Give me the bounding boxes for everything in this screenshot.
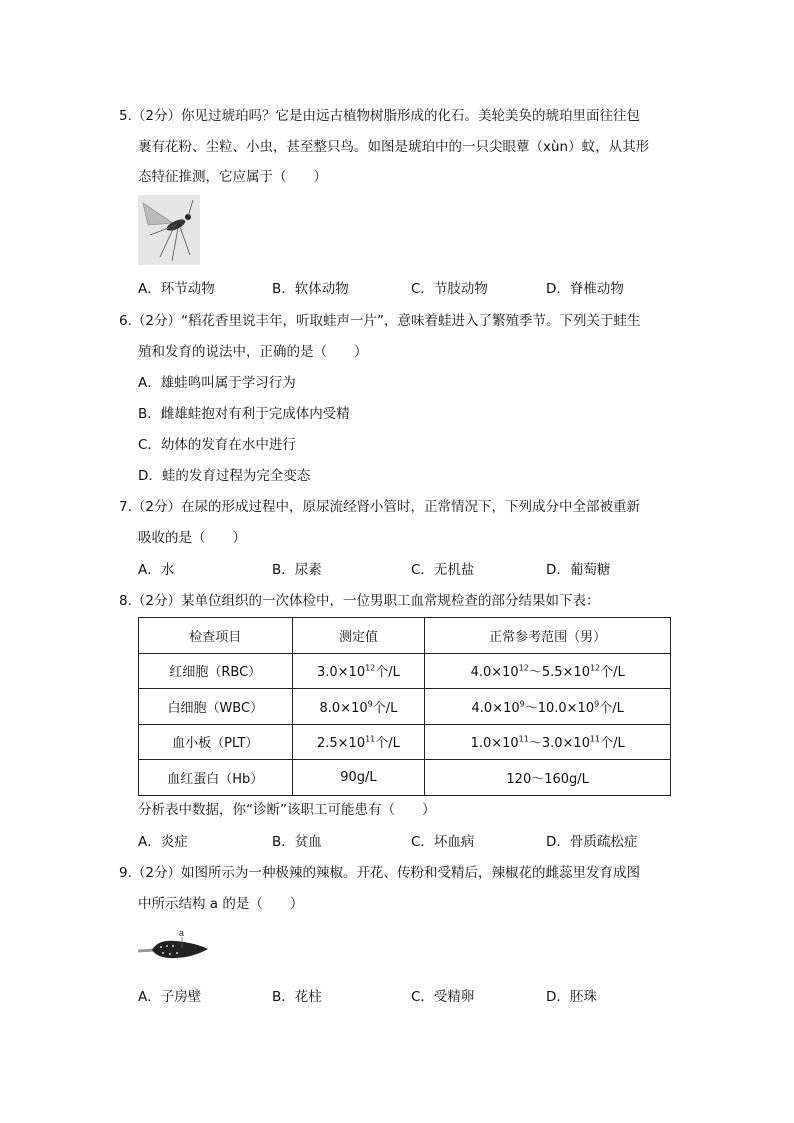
q5-option-b[interactable]: B．软体动物 (272, 281, 349, 297)
q8-option-a[interactable]: A．炎症 (138, 834, 188, 850)
item-cell: 红细胞（RBC） (139, 653, 293, 689)
q7-line-2: 吸收的是（ ） (138, 530, 246, 546)
q8-after-text: 分析表中数据，你“诊断”该职工可能患有（ ） (138, 802, 436, 818)
q8-option-b[interactable]: B．贫血 (272, 834, 322, 850)
q7-option-b[interactable]: B．尿素 (272, 562, 322, 578)
q9-line-1: 9.（2分）如图所示为一种极辣的辣椒。开花、传粉和受精后，辣椒花的雌蕊里发育成图 (119, 865, 640, 881)
q8-option-c[interactable]: C．坏血病 (411, 834, 475, 850)
range-cell: $4.0\times 10^{12}\sim 5.5\times 10^{12}$个/L (425, 653, 671, 689)
q5-line-3: 态特征推测，它应属于（ ） (138, 169, 327, 185)
q6-option-a[interactable]: A．雄蛙鸣叫属于学习行为 (138, 375, 296, 391)
header-value: 测定值 (292, 618, 425, 654)
q7-option-d[interactable]: D．葡萄糖 (546, 562, 611, 578)
item-cell: 血小板（PLT） (139, 724, 293, 760)
table-row (139, 653, 671, 689)
item-cell: 白细胞（WBC） (139, 689, 293, 725)
table-row (139, 724, 671, 760)
value-cell: 90g/L (292, 760, 425, 796)
label-a: a (179, 928, 185, 938)
q9-option-c[interactable]: C．受精卵 (411, 989, 475, 1005)
q5-line-1: 5.（2分）你见过琥珀吗？它是由远古植物树脂形成的化石。美轮美奂的琥珀里面往往包 (119, 108, 640, 124)
chili-pepper-image (136, 925, 210, 967)
q9-option-b[interactable]: B．花柱 (272, 989, 322, 1005)
q6-option-b[interactable]: B．雌雄蛙抱对有利于完成体内受精 (138, 406, 350, 422)
q9-option-d[interactable]: D．胚珠 (546, 989, 597, 1005)
q7-option-c[interactable]: C．无机盐 (411, 562, 475, 578)
q9-option-a[interactable]: A．子房壁 (138, 989, 202, 1005)
q7-line-1: 7.（2分）在尿的形成过程中，原尿流经肾小管时，正常情况下，下列成分中全部被重新 (119, 499, 640, 515)
value-cell: $2.5\times 10^{11}$个/L (292, 724, 425, 760)
value-cell: $8.0\times 10^9$个/L (292, 689, 425, 725)
q6-option-c[interactable]: C．幼体的发育在水中进行 (138, 437, 296, 453)
q9-line-2: 中所示结构 a 的是（ ） (138, 896, 304, 912)
header-item: 检查项目 (139, 618, 293, 654)
table-row (139, 760, 671, 796)
range-cell: $4.0\times 10^9\sim 10.0\times 10^9$个/L (425, 689, 671, 725)
q6-line-1: 6.（2分）“稻花香里说丰年，听取蛙声一片”，意味着蛙进入了繁殖季节。下列关于蛙生 (119, 313, 641, 329)
amber-mosquito-image (138, 195, 200, 265)
q5-option-d[interactable]: D．脊椎动物 (546, 281, 624, 297)
value-cell: $3.0\times 10^{12}$个/L (292, 653, 425, 689)
q6-line-2: 殖和发育的说法中，正确的是（ ） (138, 344, 368, 360)
q7-option-a[interactable]: A．水 (138, 562, 175, 578)
q5-option-a[interactable]: A．环节动物 (138, 281, 215, 297)
blood-test-table (138, 617, 671, 796)
range-cell: $1.0\times 10^{11}\sim 3.0\times 10^{11}$个/L (425, 724, 671, 760)
table-row (139, 689, 671, 725)
range-cell: 120～160g/L (425, 760, 671, 796)
item-cell: 血红蛋白（Hb） (139, 760, 293, 796)
q8-option-d[interactable]: D．骨质疏松症 (546, 834, 638, 850)
header-range: 正常参考范围（男） (425, 618, 671, 654)
table-header-row (139, 618, 671, 654)
q5-line-2: 裹有花粉、尘粒、小虫，甚至整只鸟。如图是琥珀中的一只尖眼蕈（xùn）蚊，从其形 (138, 139, 650, 155)
q8-line-1: 8.（2分）某单位组织的一次体检中，一位男职工血常规检查的部分结果如下表： (119, 593, 600, 609)
q6-option-d[interactable]: D．蛙的发育过程为完全变态 (138, 468, 311, 484)
q5-option-c[interactable]: C．节肢动物 (411, 281, 488, 297)
